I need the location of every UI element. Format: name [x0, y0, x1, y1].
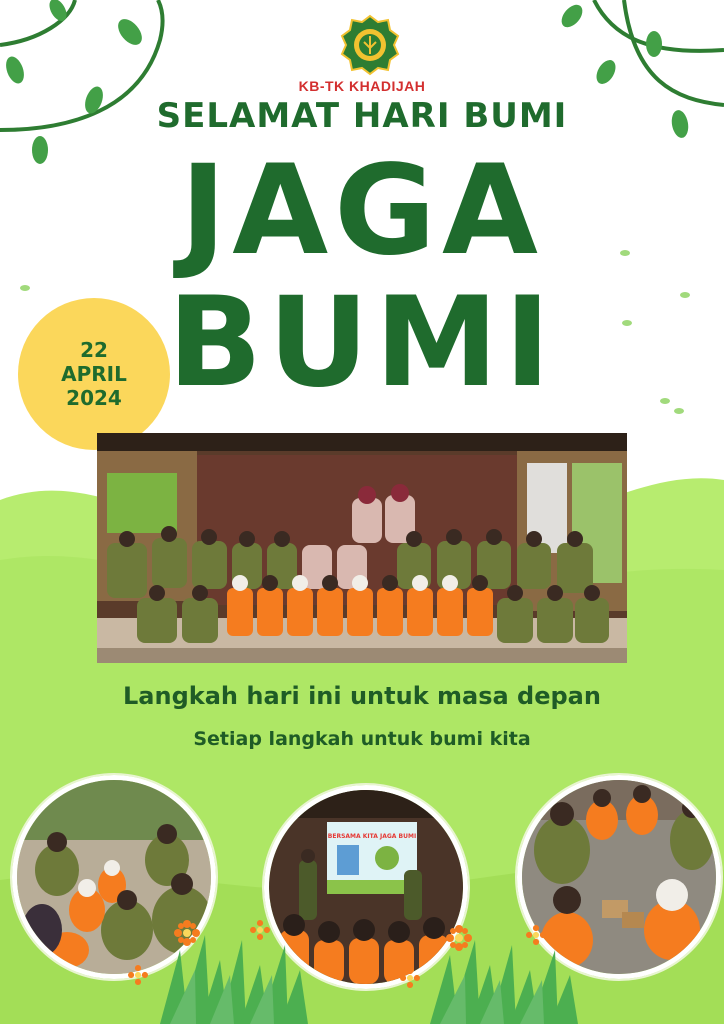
date-month: APRIL	[61, 362, 127, 386]
flower-icon	[174, 920, 200, 946]
flower-icon	[250, 920, 270, 940]
tagline-primary: Langkah hari ini untuk masa depan	[123, 682, 601, 710]
date-badge	[18, 298, 170, 450]
flower-icon	[128, 965, 148, 985]
school-name: KB-TK KHADIJAH	[298, 78, 426, 94]
event-subtitle: SELAMAT HARI BUMI	[156, 96, 568, 136]
flower-icon	[400, 968, 420, 988]
main-title-line2: BUMI	[167, 271, 557, 415]
leaf-dot	[674, 408, 684, 414]
main-title-line1: JAGA	[180, 139, 544, 283]
date-year: 2024	[66, 386, 122, 410]
date-day: 22	[80, 338, 108, 362]
school-logo	[340, 14, 400, 76]
group-photo	[97, 433, 627, 663]
tagline-secondary: Setiap langkah untuk bumi kita	[193, 728, 531, 750]
screen-title: BERSAMA KITA JAGA BUMI	[327, 833, 417, 840]
flower-icon	[446, 925, 472, 951]
flower-icon	[526, 925, 546, 945]
